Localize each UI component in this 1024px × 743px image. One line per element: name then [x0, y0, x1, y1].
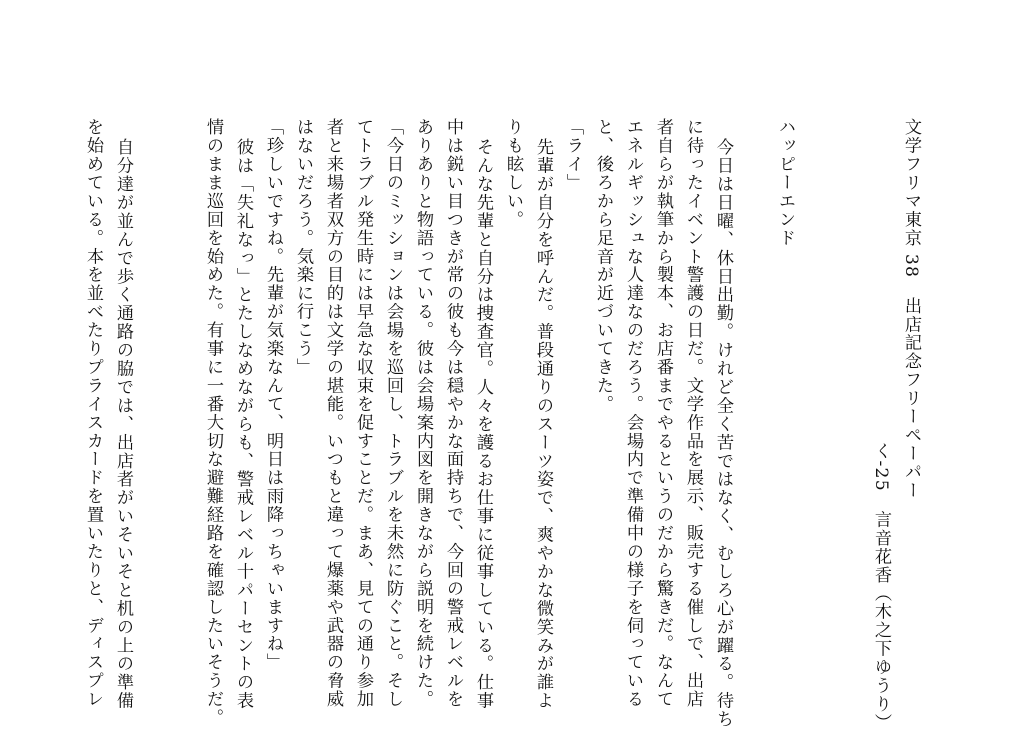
body-line: 彼は「失礼なっ」とたしなめながらも、警戒レベル十パーセントの表 [233, 138, 253, 710]
body-line: 者と来場者双方の目的は文学の堪能。いつもと違って爆薬や武器の脅威 [323, 118, 343, 709]
body-line: に待ったイベント警護の日だ。文学作品を展示、販売する催しで、出店 [683, 118, 703, 709]
dialogue-line: 「珍しいですね。先輩が気楽なんて、明日は雨降っちゃいますね」 [263, 118, 283, 672]
author-line: く-25 言音花香（木之下ゆうり） [871, 442, 891, 732]
body-line: 自分達が並んで歩く通路の脇では、出店者がいそいそと机の上の準備 [113, 138, 133, 710]
body-line: ありありと物語っている。彼は会場案内図を開きながら説明を続けた。 [413, 118, 433, 709]
document-title: 文学フリマ東京 38 出店記念フリーペーパー [901, 118, 921, 500]
body-line: 中は鋭い目つきが常の彼も今は穏やかな面持ちで、今回の警戒レベルを [443, 118, 463, 709]
body-line: を始めている。本を並べたりプライスカードを置いたりと、ディスプレ [83, 118, 103, 709]
body-line: と、後ろから足音が近づいてきた。 [593, 118, 613, 414]
body-line: そんな先輩と自分は捜査官。人々を護るお仕事に従事している。仕事 [473, 138, 493, 710]
dialogue-line: 「ライ」 [563, 118, 583, 192]
body-line: 者自らが執筆から製本、お店番までやるというのだから驚きだ。なんて [653, 118, 673, 709]
story-title: ハッピーエンド [775, 118, 795, 248]
body-line: エネルギッシュな人達なのだろう。会場内で準備中の様子を伺っている [623, 118, 643, 709]
dialogue-line: 「今日のミッションは会場を巡回し、トラブルを未然に防ぐこと。そし [383, 118, 403, 709]
body-line: 先輩が自分を呼んだ。普段通りのスーツ姿で、爽やかな微笑みが誰よ [533, 138, 553, 710]
body-line: りも眩しい。 [503, 118, 523, 229]
body-line: てトラブル発生時には早急な収束を促すことだ。まあ、見ての通り参加 [353, 118, 373, 709]
body-line: はないだろう。気楽に行こう」 [293, 118, 313, 377]
body-line: 今日は日曜、休日出勤。けれど全く苦ではなく、むしろ心が躍る。待ち [713, 138, 733, 729]
body-line: 情のまま巡回を始めた。有事に一番大切な避難経路を確認したいそうだ。 [203, 118, 223, 727]
